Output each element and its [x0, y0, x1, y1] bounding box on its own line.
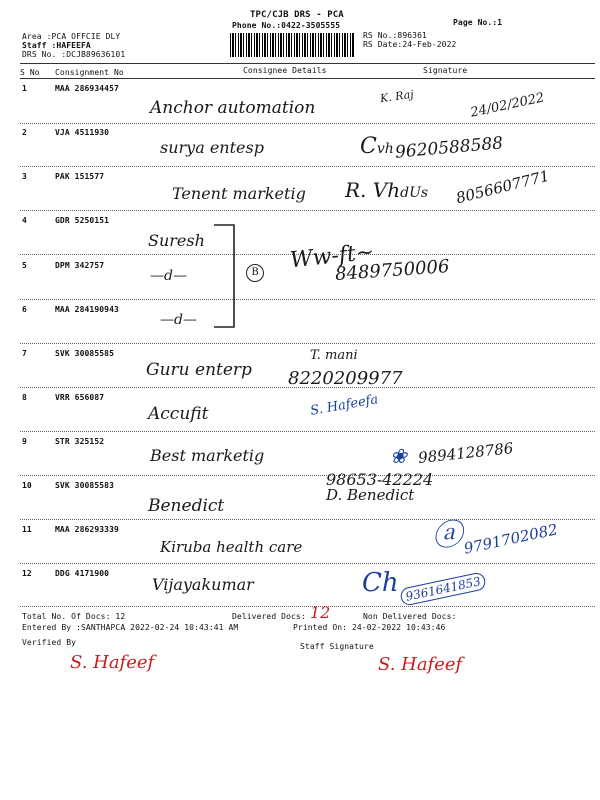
row-7-consignee: Guru enterp	[146, 360, 252, 380]
row-divider	[20, 563, 595, 564]
row-10-consignment: SVK 30085583	[55, 481, 114, 490]
row-11-sno: 11	[22, 525, 32, 534]
header-rule-top	[20, 63, 595, 64]
row-7-sno: 7	[22, 349, 27, 358]
row-2-signature: 9620588588	[394, 133, 504, 163]
row-5-consignment: DPM 342757	[55, 261, 105, 270]
row-1-sno: 1	[22, 84, 27, 93]
page-number: Page No.:1	[453, 18, 503, 27]
rs-number: RS No.:896361	[363, 31, 427, 40]
row-1-signature-name: K. Raj	[379, 87, 415, 106]
staff-signature: S. Hafeef	[378, 654, 463, 675]
row-10-signature-name: D. Benedict	[326, 486, 415, 504]
phone-number: Phone No.:0422-3505555	[232, 21, 341, 30]
staff-label: Staff :HAFEEFA	[22, 41, 91, 50]
row-3-consignee: Tenent marketig	[172, 184, 306, 203]
row-divider	[20, 431, 595, 432]
row-8-sno: 8	[22, 393, 27, 402]
row-8-signature: S. Hafeefa	[309, 392, 380, 419]
row-3-signature: 8056607771	[454, 166, 552, 208]
row-12-sign-mark: Ch	[362, 568, 399, 598]
row-6-consignee: —d—	[160, 312, 197, 328]
row-8-consignment: VRR 656087	[55, 393, 105, 402]
barcode	[230, 33, 355, 57]
total-docs: Total No. Of Docs: 12	[22, 612, 126, 621]
row-1-signature: 24/02/2022	[469, 90, 546, 121]
row-5-consignee: —d—	[150, 268, 187, 284]
row-11-consignment: MAA 286293339	[55, 525, 119, 534]
area-label: Area :PCA OFFCIE DLY	[22, 32, 121, 41]
row-divider	[20, 606, 595, 607]
row-divider	[20, 210, 595, 211]
row-divider	[20, 123, 595, 124]
row-4-consignment: GDR 5250151	[55, 216, 110, 225]
row-divider	[20, 343, 595, 344]
row-3-sno: 3	[22, 172, 27, 181]
col-sno: S No	[20, 68, 40, 77]
row-9-signature: 9894128786	[417, 439, 515, 467]
row-10-sno: 10	[22, 481, 32, 490]
row-divider	[20, 475, 595, 476]
row-11-sign-mark: ⓐ	[432, 518, 462, 553]
col-consignee: Consignee Details	[243, 66, 327, 75]
row-6-sno: 6	[22, 305, 27, 314]
circled-mark: B	[246, 264, 264, 282]
row-2-sign-mark: Cvh	[360, 134, 394, 159]
col-consignment: Consignment No	[55, 68, 124, 77]
row-3-consignment: PAK 151577	[55, 172, 105, 181]
verified-by-signature: S. Hafeef	[70, 652, 155, 673]
row-9-consignment: STR 325152	[55, 437, 105, 446]
row-12-consignee: Vijayakumar	[152, 575, 254, 594]
delivered-docs-value: 12	[310, 603, 331, 622]
row-5-sno: 5	[22, 261, 27, 270]
row-8-consignee: Accufit	[148, 404, 209, 424]
row-9-sign-mark: ❀	[390, 444, 407, 468]
verified-by-label: Verified By	[22, 638, 77, 647]
row-11-consignee: Kiruba health care	[160, 538, 303, 556]
row-2-sno: 2	[22, 128, 27, 137]
row-12-consignment: DDG 4171900	[55, 569, 110, 578]
drs-number: DRS No. :DCJB89636101	[22, 50, 126, 59]
row-4-sno: 4	[22, 216, 27, 225]
row-12-sno: 12	[22, 569, 32, 578]
bracket-mark	[212, 222, 246, 332]
row-divider	[20, 299, 595, 300]
row-1-consignee: Anchor automation	[150, 98, 316, 118]
row-7-signature: 8220209977	[288, 368, 403, 389]
row-2-consignee: surya entesp	[160, 138, 264, 157]
row-12-signature: 9361641853	[399, 571, 487, 607]
row-10-consignee: Benedict	[148, 496, 225, 516]
row-6-consignment: MAA 284190943	[55, 305, 119, 314]
row-7-signature-name: T. mani	[310, 348, 358, 363]
col-signature: Signature	[423, 66, 468, 75]
rs-date: RS Date:24-Feb-2022	[363, 40, 457, 49]
row-3-sign-mark: R. VhdUs	[345, 178, 429, 202]
row-11-signature: 9791702082	[462, 520, 560, 558]
row-divider	[20, 519, 595, 520]
row-5-signature: 8489750006	[334, 256, 451, 285]
staff-signature-label: Staff Signature	[300, 642, 374, 651]
row-9-consignee: Best marketig	[150, 446, 265, 465]
row-2-consignment: VJA 4511930	[55, 128, 110, 137]
row-7-consignment: SVK 30085585	[55, 349, 114, 358]
printed-on: Printed On: 24-02-2022 10:43:46	[293, 623, 446, 632]
document-title: TPC/CJB DRS - PCA	[250, 10, 344, 20]
row-1-consignment: MAA 286934457	[55, 84, 119, 93]
row-5-sign-mark: Ww-ft~	[288, 239, 376, 274]
entered-by: Entered By :SANTHAPCA 2022-02-24 10:43:41 AM	[22, 623, 239, 632]
non-delivered-docs: Non Delivered Docs:	[363, 612, 457, 621]
delivered-docs-label: Delivered Docs:	[232, 612, 306, 621]
header-rule-bottom	[20, 78, 595, 79]
row-divider	[20, 166, 595, 167]
row-9-sno: 9	[22, 437, 27, 446]
row-4-consignee: Suresh	[148, 231, 205, 250]
row-10-signature: 98653-42224	[326, 470, 434, 489]
